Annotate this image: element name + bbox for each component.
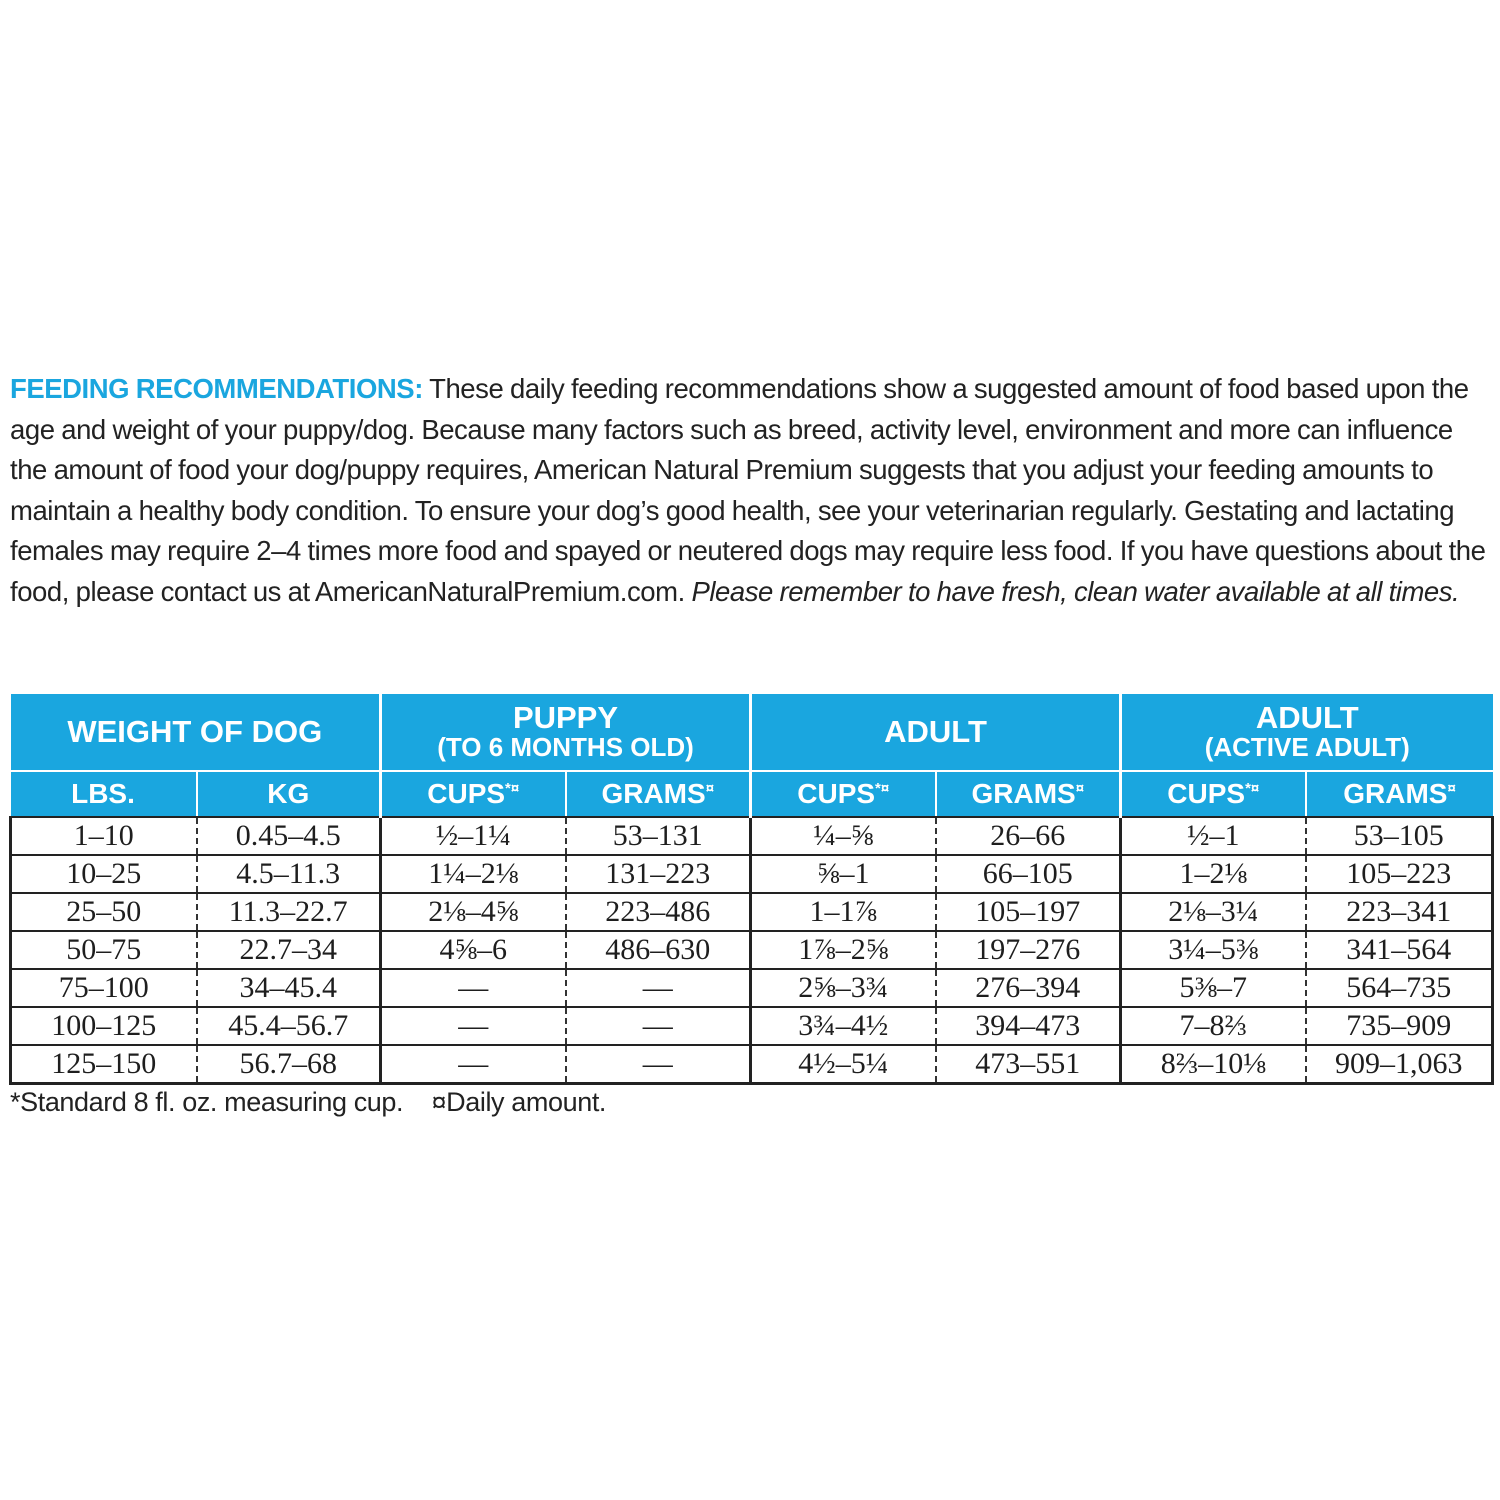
group-header-row: [11, 694, 1493, 771]
feeding-table: [9, 694, 1494, 1085]
cell-puppy-cups: —: [381, 969, 566, 1007]
table-row: [11, 1007, 1493, 1045]
cell-lbs: 25–50: [11, 893, 197, 931]
cell-active-grams: 909–1,063: [1306, 1045, 1493, 1084]
cell-adult-cups: ⅝–1: [751, 855, 936, 893]
cell-adult-grams: 197–276: [936, 931, 1121, 969]
cell-active-grams: 223–341: [1306, 893, 1493, 931]
cell-lbs: 75–100: [11, 969, 197, 1007]
cell-active-cups: ½–1: [1121, 817, 1306, 855]
table-row: [11, 893, 1493, 931]
cell-lbs: 10–25: [11, 855, 197, 893]
cell-active-grams: 53–105: [1306, 817, 1493, 855]
group-weight-of-dog: WEIGHT OF DOG: [11, 694, 381, 771]
cell-kg: 11.3–22.7: [197, 893, 381, 931]
cell-active-grams: 564–735: [1306, 969, 1493, 1007]
cell-active-cups: 3¼–5⅜: [1121, 931, 1306, 969]
col-active-cups: CUPS*¤: [1121, 771, 1306, 817]
cell-active-cups: 1–2⅛: [1121, 855, 1306, 893]
cell-kg: 22.7–34: [197, 931, 381, 969]
cell-puppy-grams: —: [566, 969, 751, 1007]
cell-active-cups: 8⅔–10⅛: [1121, 1045, 1306, 1084]
col-puppy-cups: CUPS*¤: [381, 771, 566, 817]
cell-adult-grams: 66–105: [936, 855, 1121, 893]
cell-kg: 34–45.4: [197, 969, 381, 1007]
cell-puppy-grams: 53–131: [566, 817, 751, 855]
group-adult: ADULT: [751, 694, 1121, 771]
col-adult-cups: CUPS*¤: [751, 771, 936, 817]
cell-lbs: 100–125: [11, 1007, 197, 1045]
footnote: *Standard 8 fl. oz. measuring cup. ¤Daily amount.: [10, 1087, 607, 1117]
cell-puppy-cups: ½–1¼: [381, 817, 566, 855]
cell-puppy-grams: 486–630: [566, 931, 751, 969]
group-puppy: PUPPY (TO 6 MONTHS OLD): [381, 694, 751, 771]
cell-kg: 4.5–11.3: [197, 855, 381, 893]
cell-adult-grams: 276–394: [936, 969, 1121, 1007]
cell-puppy-cups: 2⅛–4⅝: [381, 893, 566, 931]
col-kg: KG: [197, 771, 381, 817]
cell-puppy-cups: 4⅝–6: [381, 931, 566, 969]
intro-water-reminder: Please remember to have fresh, clean water available at all times.: [691, 575, 1460, 607]
feeding-recommendations-text: [10, 369, 1492, 612]
cell-adult-grams: 26–66: [936, 817, 1121, 855]
cell-kg: 56.7–68: [197, 1045, 381, 1084]
col-adult-grams: GRAMS¤: [936, 771, 1121, 817]
intro-body: These daily feeding recommendations show a suggested amount of food based upon the age and weight of your puppy/dog. Because many factors such as breed, activity level, environment and more can influence the amount of food your dog/puppy requires, American Natural Premium suggests that you adjust your feeding amounts to maintain a healthy body condition. To ensure your dog’s good health, see your veterinarian regularly. Gestating and lactating females may require 2–4 times more food and spayed or neutered dogs may require less food. If you have questions about the food, please contact us at AmericanNaturalPremium.com.: [10, 373, 1486, 607]
cell-kg: 45.4–56.7: [197, 1007, 381, 1045]
cell-active-cups: 7–8⅔: [1121, 1007, 1306, 1045]
cell-kg: 0.45–4.5: [197, 817, 381, 855]
cell-puppy-grams: 131–223: [566, 855, 751, 893]
table-row: [11, 817, 1493, 855]
cell-puppy-grams: —: [566, 1045, 751, 1084]
cell-lbs: 1–10: [11, 817, 197, 855]
col-active-grams: GRAMS¤: [1306, 771, 1493, 817]
group-active-adult: ADULT (ACTIVE ADULT): [1121, 694, 1493, 771]
cell-active-grams: 105–223: [1306, 855, 1493, 893]
cell-lbs: 50–75: [11, 931, 197, 969]
cell-adult-cups: ¼–⅝: [751, 817, 936, 855]
col-lbs: LBS.: [11, 771, 197, 817]
cell-adult-cups: 2⅝–3¾: [751, 969, 936, 1007]
cell-puppy-cups: —: [381, 1007, 566, 1045]
cell-adult-cups: 1–1⅞: [751, 893, 936, 931]
cell-adult-cups: 1⅞–2⅝: [751, 931, 936, 969]
cell-adult-grams: 105–197: [936, 893, 1121, 931]
col-puppy-grams: GRAMS¤: [566, 771, 751, 817]
cell-puppy-grams: 223–486: [566, 893, 751, 931]
cell-adult-grams: 473–551: [936, 1045, 1121, 1084]
cell-active-cups: 5⅜–7: [1121, 969, 1306, 1007]
intro-lead: FEEDING RECOMMENDATIONS:: [10, 373, 423, 404]
cell-active-grams: 735–909: [1306, 1007, 1493, 1045]
cell-lbs: 125–150: [11, 1045, 197, 1084]
cell-puppy-grams: —: [566, 1007, 751, 1045]
table-row: [11, 969, 1493, 1007]
cell-puppy-cups: 1¼–2⅛: [381, 855, 566, 893]
table-row: [11, 931, 1493, 969]
cell-adult-grams: 394–473: [936, 1007, 1121, 1045]
table-row: [11, 855, 1493, 893]
cell-adult-cups: 3¾–4½: [751, 1007, 936, 1045]
cell-puppy-cups: —: [381, 1045, 566, 1084]
table-row: [11, 1045, 1493, 1084]
cell-adult-cups: 4½–5¼: [751, 1045, 936, 1084]
unit-header-row: [11, 771, 1493, 817]
cell-active-grams: 341–564: [1306, 931, 1493, 969]
cell-active-cups: 2⅛–3¼: [1121, 893, 1306, 931]
